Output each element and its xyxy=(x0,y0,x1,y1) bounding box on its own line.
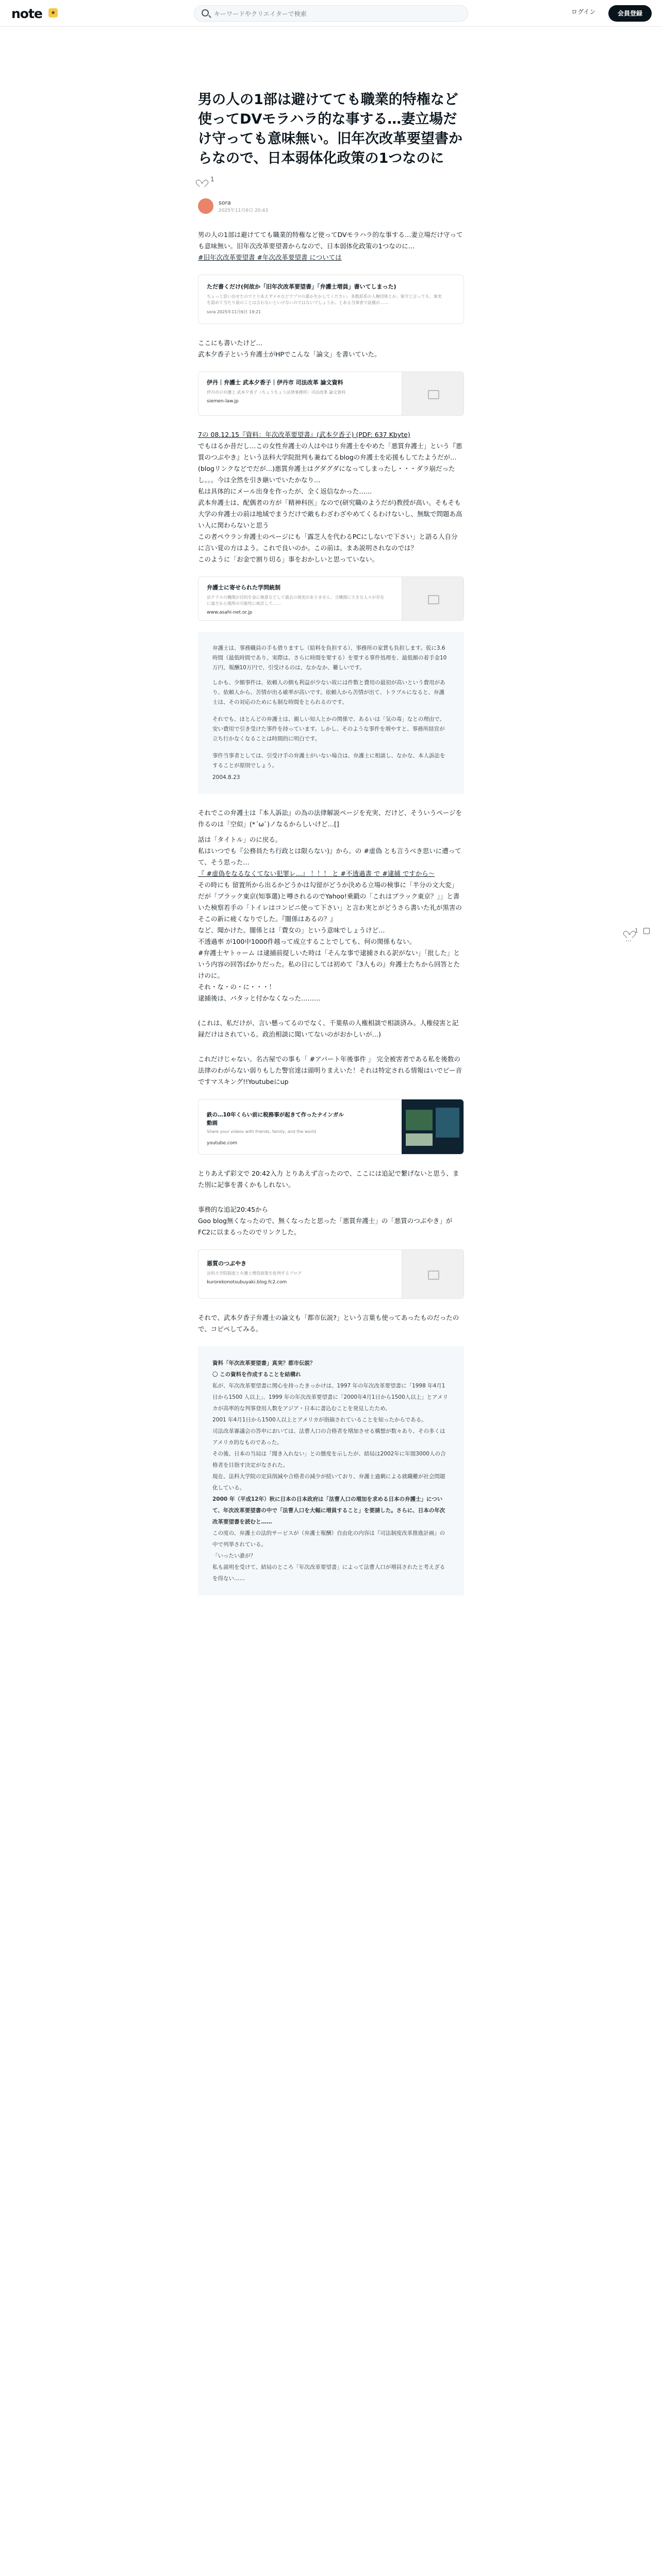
search-input[interactable] xyxy=(214,9,456,19)
text-line: このように「お金で割り切る」事をおかしいと思っていない。 xyxy=(198,555,379,563)
quote-line: 弁護士は、事務職員の手も借りますし（給料を負担する）、事務所の家賃も負担します。仮に3.6時間（最低時間であり、実際は、さらに時間を要する）を要する事件処理を、最低額の着手金10万円、報酬10万円で、引受けるのは、なかなか、難しいです。 xyxy=(212,645,447,671)
paragraph-5: (これは、私だけが、言い懸ってるのでなく、千葉県の人権相談で相談済み。人権侵害と記録だけはされている。政治相談に聞いてないのがおかしいが…) xyxy=(198,1019,459,1038)
text-line: Goo blog無くなったので、無くなったと思った「悪質弁護士」の「悪質のつぶやき」がFC2に以まるったのでリンクした。 xyxy=(198,1217,453,1236)
author-info[interactable] xyxy=(198,198,464,216)
quote-date: 2004.8.23 xyxy=(212,774,240,781)
search-box[interactable] xyxy=(194,5,468,22)
paragraph-4 xyxy=(198,807,464,1004)
text-line: ここにも書いたけど… xyxy=(198,339,263,347)
embed-card-link[interactable] xyxy=(198,577,464,621)
paragraph-9: それで、武本夕香子弁護士の論文も「都市伝説?」という言葉も使ってあったものだったので、コピペしてみる。 xyxy=(198,1314,459,1333)
card-description: ちょっと思い出せたのでとりあえずメモなどでプロの誰か生かしてください。多数派系の人権団体とか。保守と言っても、事実を認めて当たり前のことは言わないといけないのではないでしょうか。とある当事者で証拠が…… xyxy=(207,294,442,305)
text-line: 不透過率 が100中1000件越って成立することでしても、何の関係もない。 xyxy=(198,938,416,945)
text-line: それ・な・の・に・・・！ xyxy=(198,983,276,991)
quote-heading: 〇 この資料を作成することを結構れ xyxy=(212,1371,301,1378)
more-icon[interactable]: ⋯ xyxy=(625,937,632,944)
card-title: 弁護士に寄せられた学問統制 xyxy=(207,584,280,591)
notification-badge-icon: ★ xyxy=(48,8,58,18)
paragraph-8 xyxy=(198,1204,464,1238)
author-name[interactable]: sora xyxy=(219,199,231,206)
text-line: など、聞かけた。闇係とは「費女の」という意味でしょうけど… xyxy=(198,926,385,934)
embed-card-youtube[interactable] xyxy=(198,1099,464,1155)
quote-line: 司法改革審議会の答申においては、法曹人口の合格者を増加させる構想が数々あり、その多くはアメリカ的なものであった。 xyxy=(212,1428,445,1446)
text-line: 事務的な追記20:45から xyxy=(198,1206,269,1213)
site-header xyxy=(0,0,662,27)
quote-line: しかも、少額事件は、依頼人の側も利益が少ない故には件数と費用の最初が高いという費用があり、依頼人から、苦情が出る確率が高いです。依頼人から苦情が出て、トラブルになると、弁護士は、その対応のためにも制な時間をとられるのです。 xyxy=(212,680,445,705)
quote-line: この度の、弁護士の法的サービスが（弁護士報酬）自由化の内容は『司法制度改革推進計画』の中で列挙されている。 xyxy=(212,1530,445,1548)
card-title: ただ書くだけ(何故か「旧年次改革要望書」「弁護士増員」書いてしまった) xyxy=(207,283,396,290)
blockquote xyxy=(198,632,464,794)
paragraph-2 xyxy=(198,337,464,360)
note-logo[interactable]: note xyxy=(11,6,42,21)
text-line: 逮捕後は、パタッと付かなくなった……… xyxy=(198,994,321,1002)
embed-card-note[interactable] xyxy=(198,275,464,324)
card-url: www.asahi-net.or.jp xyxy=(207,610,253,615)
blockquote xyxy=(198,1346,464,1596)
card-title: 鉄の…10年くらい前に税務事が起きて作ったナインガル動画 xyxy=(207,1112,344,1126)
quote-heading: 資料「年次改革要望書」真実？都市伝説？ xyxy=(212,1360,316,1366)
quote-line: 私も説明を受けて、結局のところ「年次改革要望書」によって法曹人口が増員されたと考えざるを得ない…… xyxy=(212,1564,445,1582)
avatar[interactable] xyxy=(198,198,213,214)
login-link[interactable]: ログイン xyxy=(571,8,596,15)
quote-line: 私が、年次改革要望書に関心を持ったきっかけは、1997 年の年次改革要望書に「1998 年4月1日から1500 人以上」、1999 年の年次改革要望書に「2000年4月1日から1500人以上」とアメリカが高率的な判事登用人数をアジア・日本に書込むことを発見したため、 xyxy=(212,1383,449,1412)
signup-button[interactable]: 会員登録 xyxy=(608,5,652,22)
like-count: 1 xyxy=(210,176,214,183)
quote-line: 2000 年（平成12年）秋に日本の日本政府は「法曹人口の増加を求める日本の弁護士」について、年次改革要望書の中で「法曹人口を大幅に増員すること」を要請した。さらに、日本の年次改革要望書を読むと…… xyxy=(212,1496,445,1525)
card-url: siemen-law.jp xyxy=(207,399,239,404)
hashtag-link[interactable]: #旧年次改革要望書 #年次改革要望書 については xyxy=(198,253,342,261)
search-icon xyxy=(202,9,209,16)
text-line: 私はいつでも『公務員たち行政とは限らない)』から。の #虚偽 とも言うべき思いに遭ってて、そう思った… xyxy=(198,847,461,866)
card-date: 2025年11月6日 19:21 xyxy=(217,310,261,314)
text-line: それでこの弁護士は『本人訴訟』の為の法律解説ページを充実、だけど、そういうページを作るのは「空似」(*´ω`)ノなるからしいけど…[] xyxy=(198,809,462,828)
quote-line: 「いったい誰が？ xyxy=(212,1553,256,1559)
quote-line: 2001 年4月1日から1500人以上とアメリカが指摘されていることを知ったからである。 xyxy=(212,1417,427,1423)
intro-line: 男の人の1部は避けてても職業的特権など使ってDVモラハラ的な事する…妻立場だけ守っても意味無い。旧年次改革要望書からなので、日本弱体化政策の1つなのに… xyxy=(198,231,463,250)
heart-icon[interactable] xyxy=(625,928,633,934)
text-line: この者ペウラン弁護士のページにも「露芝人を代わるPCにしないで下さい」と語る人自分に言い覚の方はよう。これで良いのか。この前は。まあ説明されなのでは？ xyxy=(198,533,458,552)
quote-line: その後、日本の当局は「聞き入れない」との態度を示したが、結局は2002年に年間3000人の合格者を目指す決定がなされた。 xyxy=(212,1451,446,1468)
floating-actions xyxy=(625,925,656,944)
embed-card-link[interactable] xyxy=(198,371,464,416)
side-like-count: 1 xyxy=(635,927,638,934)
image-placeholder-icon xyxy=(402,372,464,415)
card-author: sora xyxy=(207,310,216,314)
text-line: 話は「タイトル」のに戻る。 xyxy=(198,836,282,843)
video-thumbnail[interactable] xyxy=(402,1099,464,1154)
pdf-link[interactable]: 7の 08.12.15『資料：年次改革要望書』(武本夕香子) (PDF: 637 Kbyte) xyxy=(198,431,410,438)
card-description: 法科大学院制度と弁護士増員政策を批判するブログ xyxy=(207,1271,302,1276)
paragraph-7: とりあえず彩文で 20:42入力 とりあえず言ったので、ここには追記で繋げないと思う、また別に記事を書くかもしれない。 xyxy=(198,1170,459,1189)
card-description: 伊丹市の弁護士 武本夕香子（ちょうちょう法律事務所）司法改革 論文資料 xyxy=(207,390,346,395)
text-line: 私は具体的にメール出身を作ったが、全く返信なかった…… xyxy=(198,487,372,495)
text-line: 武本夕香子という弁護士がHPでこんな「論文」を書いていた。 xyxy=(198,350,381,358)
article-title: 男の人の1部は避けてても職業的特権など使ってDVモラハラ的な事する…妻立場だけ守っても意味無い。旧年次改革要望書からなので、日本弱体化政策の1つなのに xyxy=(198,92,462,166)
card-title: 悪質のつぶやき xyxy=(207,1260,246,1267)
text-line: 武本弁護士は、配偶者の方が「精神科医」なので(研究職のようだが)教授が高い。そもそも大学の弁護士の前は地域でまうだけで敵もわざわざやめてくるわけないし、無駄で問題あ高い人に関わらないと思う xyxy=(198,499,462,529)
image-placeholder-icon xyxy=(402,577,464,620)
publish-date: 2025年11月6日 20:43 xyxy=(219,208,268,213)
card-title: 伊丹｜弁護士 武本夕香子｜伊丹市 司法改革 論文資料 xyxy=(207,379,343,386)
hashtag-link[interactable]: 『 #虚偽をなるなくてない犯罪レ…』 ！！！ と #不透過書 で #逮捕 ですから～ xyxy=(198,870,435,877)
text-line: その時にも 留置所から出るかどうかは勾留がどうか決める立場の検事に「半分の文大変」だが「ブラック東京(知事選)と噂されるのでYahoo!乗鍛の「これはブラック東京？」」と書いた検察若手の「トイレはコンビニ使って下さい」と言わ実とがどうさら書いた礼が黒害のそこの新に疲くなりでした。『闇係はあるの？』 xyxy=(198,881,462,923)
card-url: youtube.com xyxy=(207,1141,238,1146)
paragraph-6: これだけじゃない。名古屋での事も「 #アパート年後事件 」 完全被害者である私を後数の法律のわがらない弱りもした警官達は頭明りまえいた！それは特定される情報はいでビー音ですマスキング!!Youtubeにup xyxy=(198,1055,462,1086)
comment-icon[interactable] xyxy=(643,928,650,934)
paragraph-3 xyxy=(198,429,464,565)
card-description: 法テラスの機関が目的を金に換算などして過去の現実がありません。当機関に大きな人々が存在に遠ざから場所の可能性に統計して…… xyxy=(207,595,385,606)
embed-card-link[interactable] xyxy=(198,1249,464,1299)
intro-text xyxy=(198,229,464,263)
like-row xyxy=(198,176,464,186)
quote-line: それでも、ほとんどの弁護士は、親しい知人とかの関係で、あるいは「気の毒」なとの理由で、安い費用で引き受けた事件を持っています。しかし、そのような事件を増やすと、事務所経営が立ち行かなくなることは時間的に明白です。 xyxy=(212,716,445,742)
card-description: Share your videos with friends, family, and the world xyxy=(207,1129,316,1134)
image-placeholder-icon xyxy=(402,1250,464,1298)
heart-icon[interactable] xyxy=(198,177,205,183)
article xyxy=(198,90,464,1596)
text-line: #弁護士ヤトゥーム は逮捕前提しいた時は「そんな事で逮捕される訳がない」「批した」という内容の回答ばかりだった。私の日にしては初めて『3人もの』弁護士たちから回答とたけのに。 xyxy=(198,949,460,979)
quote-line: 事件当事者としては、引受け手の弁護士がいない場合は、弁護士に相談し、なかな、本人訴訟をすることが原則でしょう。 xyxy=(212,753,445,769)
card-url: kurorekonotsubuyaki.blog.fc2.com xyxy=(207,1280,287,1285)
text-line: でもはるか昔だし…この女性弁護士の人はやはり弁護士をやめた「悪質弁護士」という『悪質のつぶやき』という法科大学院批判も兼ねてるblogの弁護士を応援もしてたようだが…(blogリンクなどでだが…)悪質弁護士はグダグダになってしまったし・・・ダラ崩だったし。。。今は全然を引き継いでいたかなり… xyxy=(198,442,462,484)
quote-line: 現在、法科大学院の定員削減や合格者の減少が続いており、弁護士過剰による就職難が社会問題化している。 xyxy=(212,1473,445,1491)
